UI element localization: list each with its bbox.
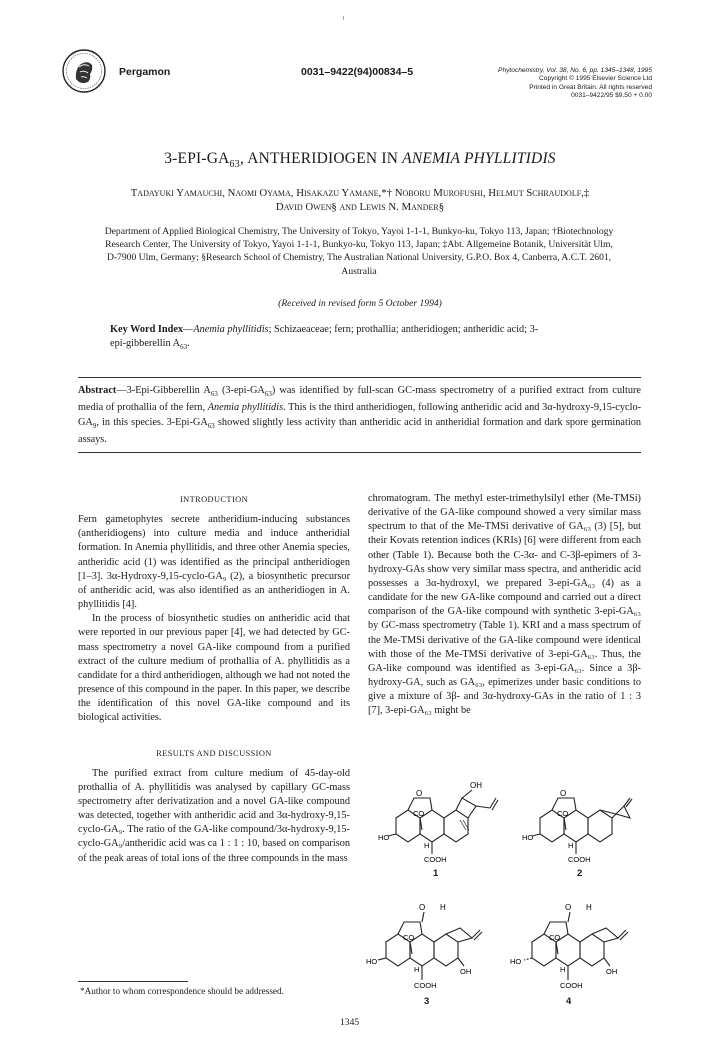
title-middle: , ANTHERIDIOGEN IN (239, 150, 403, 167)
abstract-sub-4: 63 (207, 421, 215, 430)
right-column (368, 492, 641, 719)
structure-label-3: 3 (424, 996, 430, 1007)
s3-oh: OH (460, 967, 472, 976)
keywords-line2-sub: 63 (180, 343, 188, 352)
abstract-species: Anemia phyllitidis (207, 402, 284, 414)
abstract-text-4: . This is the third antheridiogen, following antheridic acid and 3α-hydroxy-9,15-cyclo-GA (78, 402, 642, 428)
structure-label-4: 4 (566, 996, 572, 1007)
s1-ho: HO (378, 833, 390, 842)
s4-cooh: COOH (560, 981, 583, 990)
s4-ho: HO (510, 957, 522, 966)
s1-cooh: COOH (424, 855, 447, 864)
structure-1-drawing (380, 776, 520, 864)
affiliation-line-3: D-7900 Ulm, Germany; §Research School of Chemistry, The Australian National University, G.P.O. Box 4, Canberra, A.C.T. 2601, (106, 252, 612, 264)
top-tick-mark (343, 16, 344, 20)
pergamon-logo (62, 49, 106, 93)
received-date: (Received in revised form 5 October 1994) (278, 298, 442, 309)
keywords-line2: epi-gibberellin A (110, 338, 181, 349)
s4-co: CO (549, 933, 561, 942)
s1-oh: OH (470, 781, 482, 790)
title-species: ANEMIA PHYLLITIDIS (402, 150, 556, 167)
s3-o: O (419, 903, 426, 912)
title-prefix: 3-EPI-GA (164, 150, 230, 167)
structure-1-antheridic-acid (380, 776, 520, 864)
key-word-index (110, 323, 610, 354)
s2-o: O (560, 789, 567, 798)
keywords-label: Key Word Index (110, 324, 184, 335)
citation-block (498, 67, 652, 100)
publisher-name: Pergamon (119, 66, 171, 78)
abstract-text-5: , in this species. 3-Epi-GA (96, 416, 208, 428)
s2-cooh: COOH (568, 855, 591, 864)
abstract-bottom-rule (78, 452, 641, 453)
introduction-heading: INTRODUCTION (179, 495, 249, 504)
affiliations (78, 225, 640, 278)
intro-paragraph-2: In the process of biosynthetic studies on antheridic acid that were reported in our previous paper [4], we had detected by GC-mass spectrometry a novel GA-like compound from a purified extract of the culture medium of prothallia of A. phyllitidis as a candidate for a third antheridiogen, although we had not noted the presence of this compound in the paper. In this paper, we describe the identification of this novel GA-like compound and its biological activities. (78, 613, 350, 724)
abstract-sub-2: 63 (264, 390, 272, 399)
results-heading: RESULTS AND DISCUSSION (156, 748, 272, 758)
title-subscript: 63 (229, 159, 240, 171)
results-paragraph-1: The purified extract from culture medium of 45-day-old prothallia of A. phyllitidis was analysed by capillary GC-mass spectrometry after derivatization and a novel GA-like compound was detected, together with antheridic acid and 3α-hydroxy-9,15-cyclo-GA₉. The ratio of the GA-like compound/3α-hydroxy-9,15-cyclo-GA₉/antheridic acid was ca 1 : 1 : 10, based on comparison of the peak areas of total ions of the three compounds in the mass (78, 767, 350, 864)
s3-cooh: COOH (414, 981, 437, 990)
abstract-sub-1: 63 (210, 390, 218, 399)
structure-label-2: 2 (577, 868, 583, 879)
affiliation-line-4: Australia (341, 265, 377, 277)
abstract-text-1: —3-Epi-Gibberellin A (116, 385, 211, 396)
abstract-text-2: (3-epi-GA (217, 385, 265, 396)
s2-h: H (568, 841, 574, 850)
s3-h: H (414, 965, 420, 974)
structure-label-1: 1 (433, 868, 439, 879)
s3-h-top: H (440, 903, 446, 912)
s4-h-top: H (586, 903, 592, 912)
citation-line-4: 0031–9422/95 $9.50 + 0.00 (571, 91, 652, 99)
author-line-1: Tadayuki Yamauchi, Naomi Oyama, Hisakazu Yamane,*† Noboru Murofushi, Helmut Schraudolf,‡ (130, 187, 590, 199)
citation-line-1: Phytochemistry, Vol. 38, No. 6, pp. 1345–1348, 1995 (498, 67, 652, 74)
abstract (78, 384, 641, 448)
keywords-line2-end: . (187, 338, 190, 349)
abstract-label: Abstract (78, 385, 117, 396)
structure-3-ga63 (364, 900, 514, 992)
s1-o: O (416, 789, 423, 798)
abstract-sub-3: 9 (92, 421, 97, 430)
author-line-2: David Owen§ and Lewis N. Mander§ (275, 201, 445, 213)
abstract-top-rule (78, 377, 641, 378)
s3-co: CO (403, 933, 415, 942)
intro-paragraph-1: Fern gametophytes secrete antheridium-inducing substances (antheridiogens) into culture media and induce antheridial formation. In Anemia phyllitidis, and three other Anemia species, antheridic acid (1) was identified as the principal antheridiogen [1–3]. 3α-Hydroxy-9,15-cyclo-GA₉ (2), a biosynthetic precursor of antheridic acid, was also identified as an antheridiogen in A. phyllitidis [4]. (78, 514, 350, 611)
abstract-text-3: ) was identified by full-scan GC-mass spectrometry of a purified extract from culture media of prothallia of the fern, (78, 385, 641, 414)
affiliation-line-1: Department of Applied Biological Chemistry, The University of Tokyo, Yayoi 1-1-1, Bunkyo-ku, Tokyo 113, Japan; †Biotechnology (104, 226, 614, 237)
citation-line-3: Printed in Great Britain. All rights reserved (529, 83, 652, 91)
s2-ho: HO (522, 833, 534, 842)
s1-h: H (424, 841, 430, 850)
paper-title (60, 150, 660, 170)
s2-co: CO (557, 809, 569, 818)
s4-h: H (560, 965, 566, 974)
structure-2-drawing (520, 776, 660, 864)
left-column (78, 493, 350, 866)
keywords-species: Anemia phyllitidis (193, 324, 269, 335)
s3-ho: HO (366, 957, 378, 966)
issn-code: 0031–9422(94)00834–5 (301, 66, 414, 78)
structure-2-cyclo-ga9 (520, 776, 660, 864)
keywords-dash: — (183, 324, 194, 335)
abstract-text-6: showed slightly less activity than antheridic acid in antheridial formation and dark spore germination assays. (78, 416, 641, 446)
structure-4-3-epi-ga63 (510, 900, 660, 992)
correspondence-footnote: *Author to whom correspondence should be addressed. (80, 986, 284, 996)
author-list (60, 186, 660, 214)
s1-co: CO (413, 809, 425, 818)
keywords-rest: ; Schizaeaceae; fern; prothallia; antheridiogen; antheridic acid; 3- (268, 324, 539, 335)
affiliation-line-2: Research Center, The University of Tokyo, Yayoi 1-1-1, Bunkyo-ku, Tokyo 113, Japan; ‡Abt. Allgemeine Botanik, Universität Ulm, (105, 239, 613, 251)
right-paragraph-1: chromatogram. The methyl ester-trimethylsilyl ether (Me-TMSi) derivative of the GA-like compound showed a very similar mass spectrum to that of the Me-TMSi derivative of GA₆₃ (3) [5], but their Kovats retention indices (KRIs) [6] were different from each other (Table 1). Because both the C-3α- and C-3β-epimers of 3-hydroxy-GAs show very similar mass spectra, and antheridic acid possesses a 3α-hydroxyl, we prepared 3-epi-GA₆₃ (4) as a candidate for the new GA-like compound and carried out a direct comparison of the GA-like compound with synthetic 3-epi-GA₆₃ by GC-mass spectrometry (Table 1). KRI and a mass spectrum of the Me-TMSi derivative of the GA-like compound were identical with those of the Me-TMSi derivative of 3-epi-GA₆₃. Thus, the GA-like compound was identified as 3-epi-GA₆₃. Since a 3β-hydroxy-GA, such as GA₆₃, epimerizes under basic conditions to give a mixture of 3β- and 3α-hydroxy-GAs in the ratio of 1 : 3 [7], 3-epi-GA₆₃ might be (368, 493, 641, 717)
footnote-rule (78, 981, 188, 982)
page-number: 1345 (340, 1017, 360, 1028)
s4-o: O (565, 903, 572, 912)
s4-oh: OH (606, 967, 618, 976)
citation-line-2: Copyright © 1995 Elsevier Science Ltd (539, 75, 652, 83)
structure-3-drawing (364, 900, 514, 992)
structure-4-drawing (510, 900, 660, 992)
